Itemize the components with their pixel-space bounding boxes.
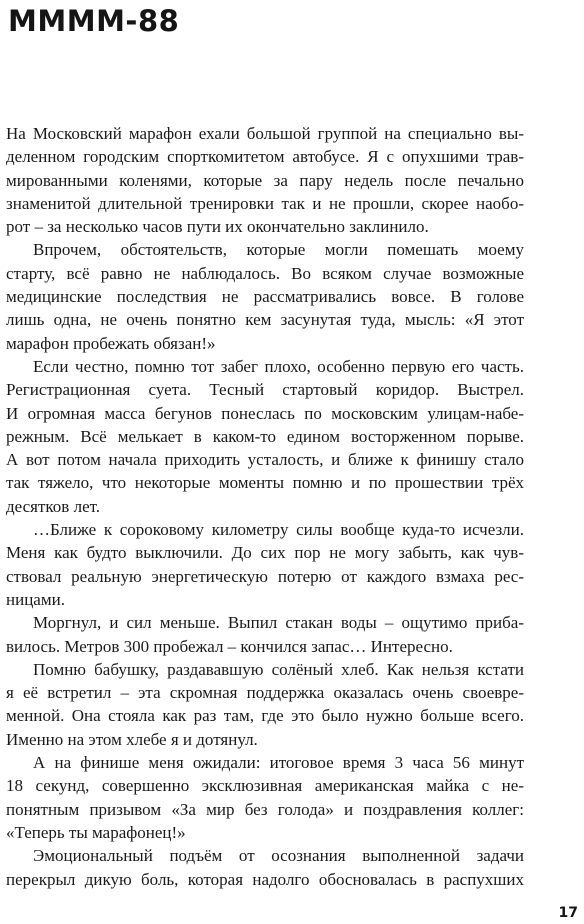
text-line: мированными коленями, которые за пару недель после печально [6,170,524,190]
text-line: деленном городским спорткомитетом автобусе. Я с опухшими трав- [6,147,524,167]
text-line: А на финише меня ожидали: итоговое время 3 часа 56 минут [33,753,524,773]
text-line: режным. Всё мелькает в каком-то едином восторженном порыве. [6,426,524,446]
text-line: понятным призывом «За мир без голода» и поздравления коллег: [6,799,524,819]
text-line: Впрочем, обстоятельств, которые могли помешать моему [33,240,524,260]
text-line: Меня как будто выключили. До сих пор не могу забыть, как чув- [6,543,524,563]
text-line: вилось. Метров 300 пробежал – кончился запас… Интересно. [6,636,453,656]
text-line: рот – за несколько часов пути их окончательно заклинило. [6,217,429,237]
text-line: Эмоциональный подъём от осознания выполненной задачи [33,846,524,866]
text-line: Регистрационная суета. Тесный стартовый коридор. Выстрел. [6,380,524,400]
text-line: знаменитой длительной тренировки так и не прошли, скорее наобо- [6,193,524,213]
text-line: менной. Она стояла как раз там, где это было нужно больше всего. [6,706,524,726]
text-line: 18 секунд, совершенно эксклюзивная американская майка с не- [6,776,524,796]
text-line: лишь одна, не очень понятно кем засунутая туда, мысль: «Я этот [6,310,524,330]
text-line: На Московский марафон ехали большой группой на специально вы- [6,124,524,143]
text-line: Если честно, помню тот забег плохо, особенно первую его часть. [33,356,524,376]
text-line: А вот потом начала приходить усталость, и ближе к финишу стало [6,450,524,470]
text-line: медицинские последствия не рассматривались вовсе. В голове [6,287,524,307]
text-line: марафон пробежать обязан!» [6,333,216,353]
text-line: Помню бабушку, раздававшую солёный хлеб. Как нельзя кстати [33,659,524,679]
text-line: так тяжело, что некоторые моменты помню и по прошествии трёх [6,473,524,493]
text-line: я её встретил – эта скромная поддержка оказалась очень своевре- [6,683,524,703]
text-line: «Теперь ты марафонец!» [6,822,186,842]
text-line: десятков лет. [6,496,101,516]
body-text [6,122,524,891]
text-line: И огромная масса бегунов понеслась по московским улицам-набе- [6,403,524,423]
chapter-title: ММММ-88 [8,4,180,38]
text-line: перекрыл дикую боль, которая надолго обосновалась в распухших [6,869,524,889]
text-line: старту, всё равно не наблюдалось. Во всяком случае возможные [6,263,524,283]
text-line: …Ближе к сороковому километру силы вообще куда-то исчезли. [33,520,524,540]
page-number: 17 [558,905,578,921]
text-line: ницами. [6,589,65,609]
text-line: ствовал реальную энергетическую потерю от каждого взмаха рес- [6,566,524,586]
text-line: Моргнул, и сил меньше. Выпил стакан воды – ощутимо приба- [33,613,524,633]
text-line: Именно на этом хлебе я и дотянул. [6,729,258,749]
